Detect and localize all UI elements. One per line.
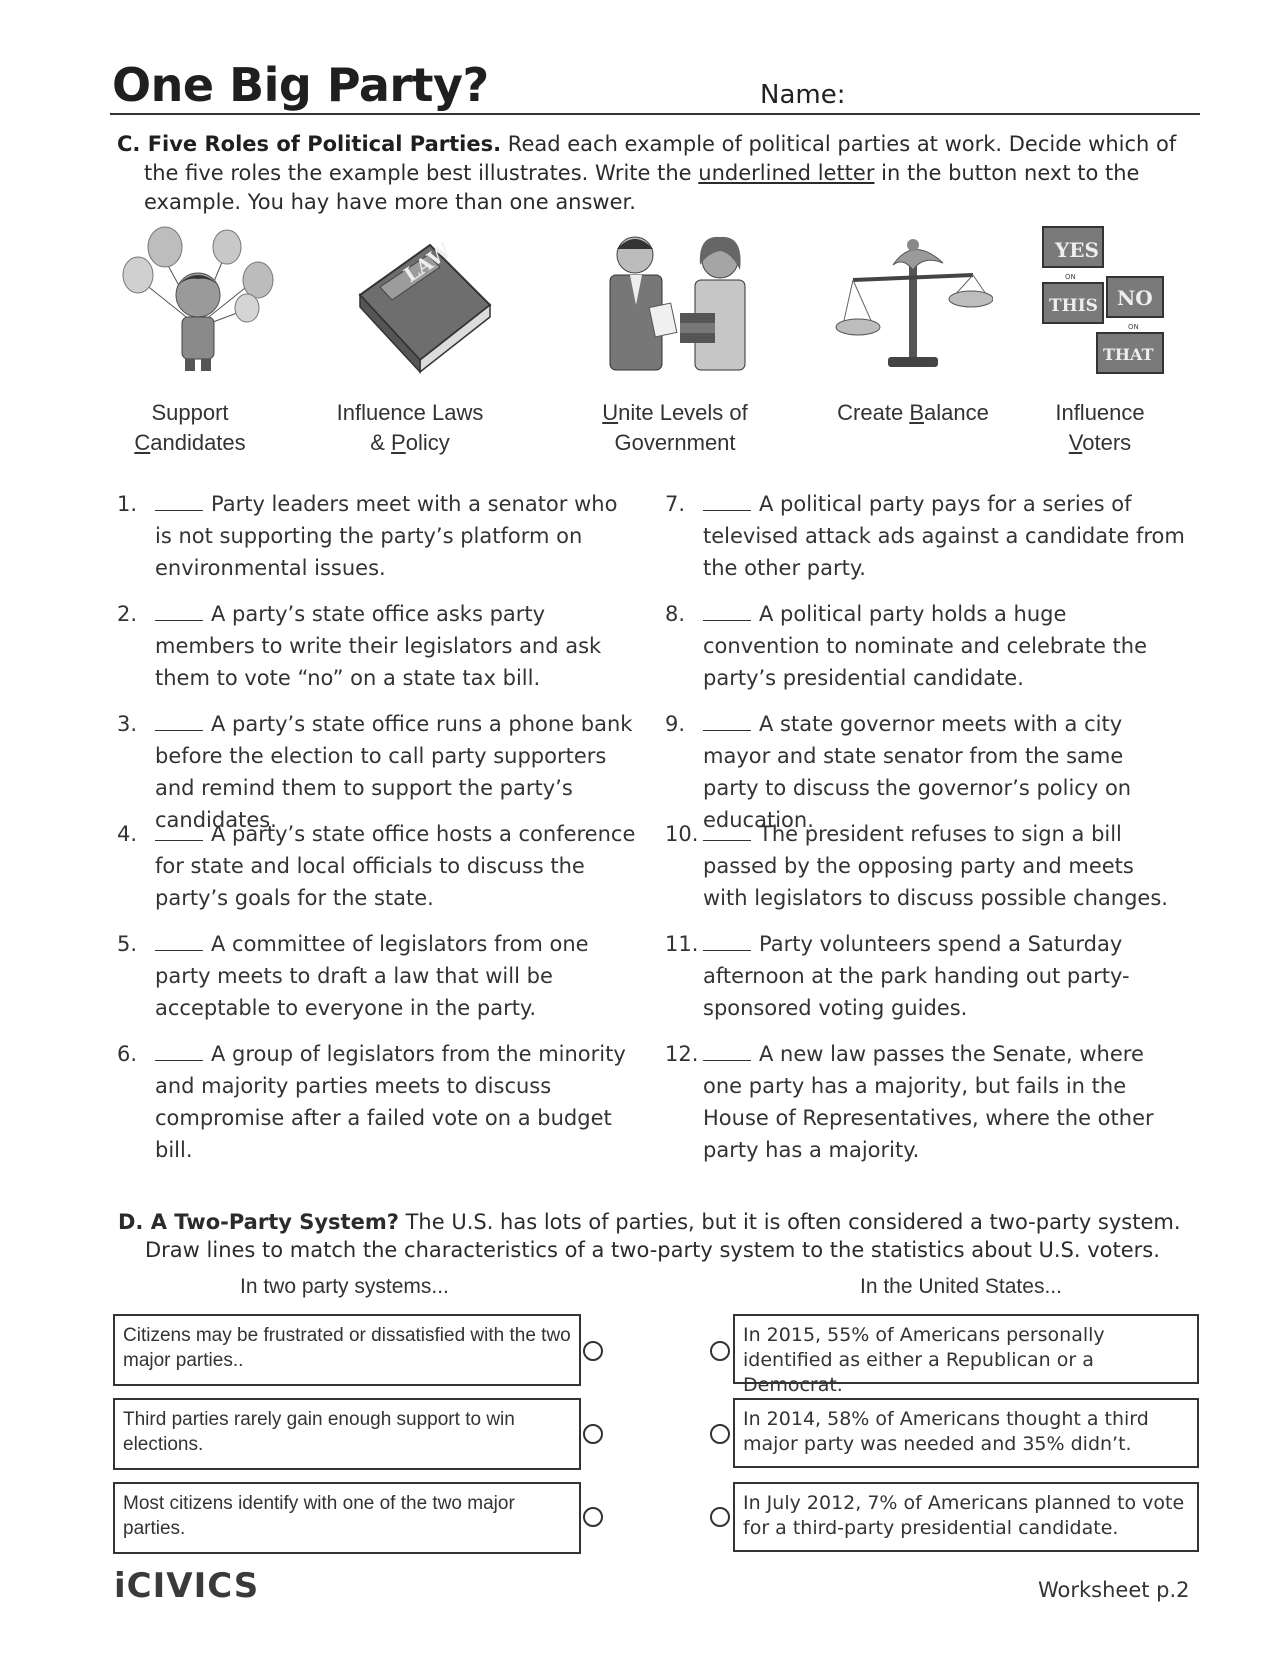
question-number: 9. xyxy=(665,712,686,736)
svg-text:LAW: LAW xyxy=(399,238,456,288)
question-number: 4. xyxy=(117,822,138,846)
role-unite-rest: nite Levels of xyxy=(618,400,748,425)
characteristic-box: Most citizens identify with one of the two major parties. xyxy=(113,1482,581,1554)
yes-no-signs-icon xyxy=(1035,225,1165,375)
role-support-line1: Support xyxy=(151,400,229,425)
officials-icon xyxy=(580,225,770,375)
statistic-box: In July 2012, 7% of Americans planned to vote for a third-party presidential candidate. xyxy=(733,1482,1199,1552)
role-laws-line1: Influence Laws xyxy=(336,400,484,425)
question-text: A party’s state office asks party members to write their legislators and ask them to vote “no” on a state tax bill. xyxy=(155,602,602,690)
svg-text:YES: YES xyxy=(1055,238,1099,262)
match-circle-left[interactable] xyxy=(583,1341,603,1361)
answer-blank[interactable] xyxy=(155,928,203,951)
answer-blank[interactable] xyxy=(703,598,751,621)
role-balance-letter: B xyxy=(909,400,924,425)
question-number: 12. xyxy=(665,1042,699,1066)
section-c-text-2: in the button next to the example. You hay have more than one answer. xyxy=(144,161,1140,214)
answer-blank[interactable] xyxy=(703,928,751,951)
question-item xyxy=(665,928,1185,1024)
role-label-create-balance xyxy=(808,398,1018,428)
role-unite-letter: U xyxy=(602,400,619,425)
page-title: One Big Party? xyxy=(112,58,489,112)
answer-blank[interactable] xyxy=(155,598,203,621)
question-text: A committee of legislators from one party meets to draft a law that will be acceptable to everyone in the party. xyxy=(155,932,589,1020)
svg-text:ON: ON xyxy=(1065,273,1076,281)
answer-blank[interactable] xyxy=(155,488,203,511)
svg-text:THAT: THAT xyxy=(1103,345,1154,364)
match-circle-right[interactable] xyxy=(710,1424,730,1444)
svg-text:THIS: THIS xyxy=(1049,296,1098,316)
match-circle-right[interactable] xyxy=(710,1341,730,1361)
question-item xyxy=(117,1038,637,1166)
question-item xyxy=(665,708,1185,836)
icivics-logo: iCIVICS xyxy=(114,1566,260,1606)
characteristic-box: Third parties rarely gain enough support to win elections. xyxy=(113,1398,581,1470)
question-item xyxy=(117,598,637,694)
question-item xyxy=(117,928,637,1024)
match-circle-right[interactable] xyxy=(710,1507,730,1527)
role-laws-rest: olicy xyxy=(405,430,450,455)
answer-blank[interactable] xyxy=(703,1038,751,1061)
answer-blank[interactable] xyxy=(703,488,751,511)
question-item xyxy=(117,708,637,836)
role-balance-rest: alance xyxy=(924,400,989,425)
question-number: 6. xyxy=(117,1042,138,1066)
question-text: A party’s state office hosts a conference for state and local officials to discuss the party’s goals for the state. xyxy=(155,822,636,910)
role-balance-pre: Create xyxy=(837,400,910,425)
role-support-rest: andidates xyxy=(150,430,246,455)
role-laws-letter: P xyxy=(391,430,406,455)
question-item xyxy=(665,598,1185,694)
header-rule xyxy=(110,113,1200,115)
left-column-heading: In two party systems... xyxy=(240,1275,449,1298)
section-c-instructions xyxy=(117,130,1207,217)
question-number: 11. xyxy=(665,932,699,956)
question-text: A political party pays for a series of televised attack ads against a candidate from the other party. xyxy=(703,492,1185,580)
role-label-influence-voters xyxy=(1005,398,1195,458)
characteristic-box: Citizens may be frustrated or dissatisfied with the two major parties.. xyxy=(113,1314,581,1386)
law-book-icon xyxy=(330,225,520,375)
question-text: Party volunteers spend a Saturday afternoon at the park handing out party-sponsored voting guides. xyxy=(703,932,1130,1020)
role-support-letter: C xyxy=(134,430,151,455)
match-circle-left[interactable] xyxy=(583,1424,603,1444)
answer-blank[interactable] xyxy=(703,818,751,841)
right-column-heading: In the United States... xyxy=(860,1275,1062,1298)
role-voters-rest: oters xyxy=(1082,430,1132,455)
section-d-heading: D. A Two-Party System? xyxy=(118,1210,399,1234)
role-label-support-candidates xyxy=(85,398,295,458)
role-label-unite-levels xyxy=(570,398,780,458)
section-c-text-1: Read each example of political parties at work. Decide which of the five roles the example best illustrates. Write the xyxy=(144,132,1177,185)
answer-blank[interactable] xyxy=(155,1038,203,1061)
role-voters-letter: V xyxy=(1068,430,1083,455)
role-laws-pre: & xyxy=(370,430,392,455)
question-text: A new law passes the Senate, where one party has a majority, but fails in the House of Representatives, where the other party has a majority. xyxy=(703,1042,1154,1162)
question-number: 1. xyxy=(117,492,138,516)
page-number: Worksheet p.2 xyxy=(1038,1578,1190,1602)
balloons-candidate-icon xyxy=(100,225,290,375)
statistic-box: In 2014, 58% of Americans thought a third major party was needed and 35% didn’t. xyxy=(733,1398,1199,1468)
question-number: 10. xyxy=(665,822,699,846)
question-number: 3. xyxy=(117,712,138,736)
svg-text:ON: ON xyxy=(1128,323,1139,331)
question-number: 5. xyxy=(117,932,138,956)
answer-blank[interactable] xyxy=(703,708,751,731)
question-text: Party leaders meet with a senator who is not supporting the party’s platform on environmental issues. xyxy=(155,492,618,580)
svg-text:NO: NO xyxy=(1117,286,1153,310)
underlined-letter-phrase: underlined letter xyxy=(698,161,875,185)
question-item xyxy=(117,488,637,584)
question-number: 2. xyxy=(117,602,138,626)
match-circle-left[interactable] xyxy=(583,1507,603,1527)
section-d-instructions xyxy=(118,1208,1208,1264)
question-text: A group of legislators from the minority and majority parties meets to discuss compromise after a failed vote on a budget bill. xyxy=(155,1042,626,1162)
answer-blank[interactable] xyxy=(155,708,203,731)
question-number: 8. xyxy=(665,602,686,626)
role-voters-line1: Influence xyxy=(1055,400,1145,425)
question-text: The president refuses to sign a bill passed by the opposing party and meets with legislators to discuss possible changes. xyxy=(703,822,1168,910)
section-d-text: The U.S. has lots of parties, but it is often considered a two-party system. Draw lines to match the characteristics of a two-party system to the statistics about U.S. voters. xyxy=(145,1210,1181,1262)
question-number: 7. xyxy=(665,492,686,516)
question-text: A state governor meets with a city mayor and state senator from the same party to discuss the governor’s policy on education. xyxy=(703,712,1132,832)
section-c-heading: C. Five Roles of Political Parties. xyxy=(117,132,502,156)
balance-scale-icon xyxy=(818,225,1008,375)
question-text: A party’s state office runs a phone bank before the election to call party supporters and remind them to support the party’s candidates. xyxy=(155,712,633,832)
question-item xyxy=(665,818,1185,914)
question-item xyxy=(665,488,1185,584)
question-text: A political party holds a huge convention to nominate and celebrate the party’s presidential candidate. xyxy=(703,602,1148,690)
role-unite-line2: Government xyxy=(614,430,736,455)
question-item xyxy=(665,1038,1185,1166)
name-label: Name: xyxy=(760,80,846,110)
statistic-box: In 2015, 55% of Americans personally identified as either a Republican or a Democrat. xyxy=(733,1314,1199,1384)
question-item xyxy=(117,818,637,914)
answer-blank[interactable] xyxy=(155,818,203,841)
role-label-influence-laws xyxy=(305,398,515,458)
